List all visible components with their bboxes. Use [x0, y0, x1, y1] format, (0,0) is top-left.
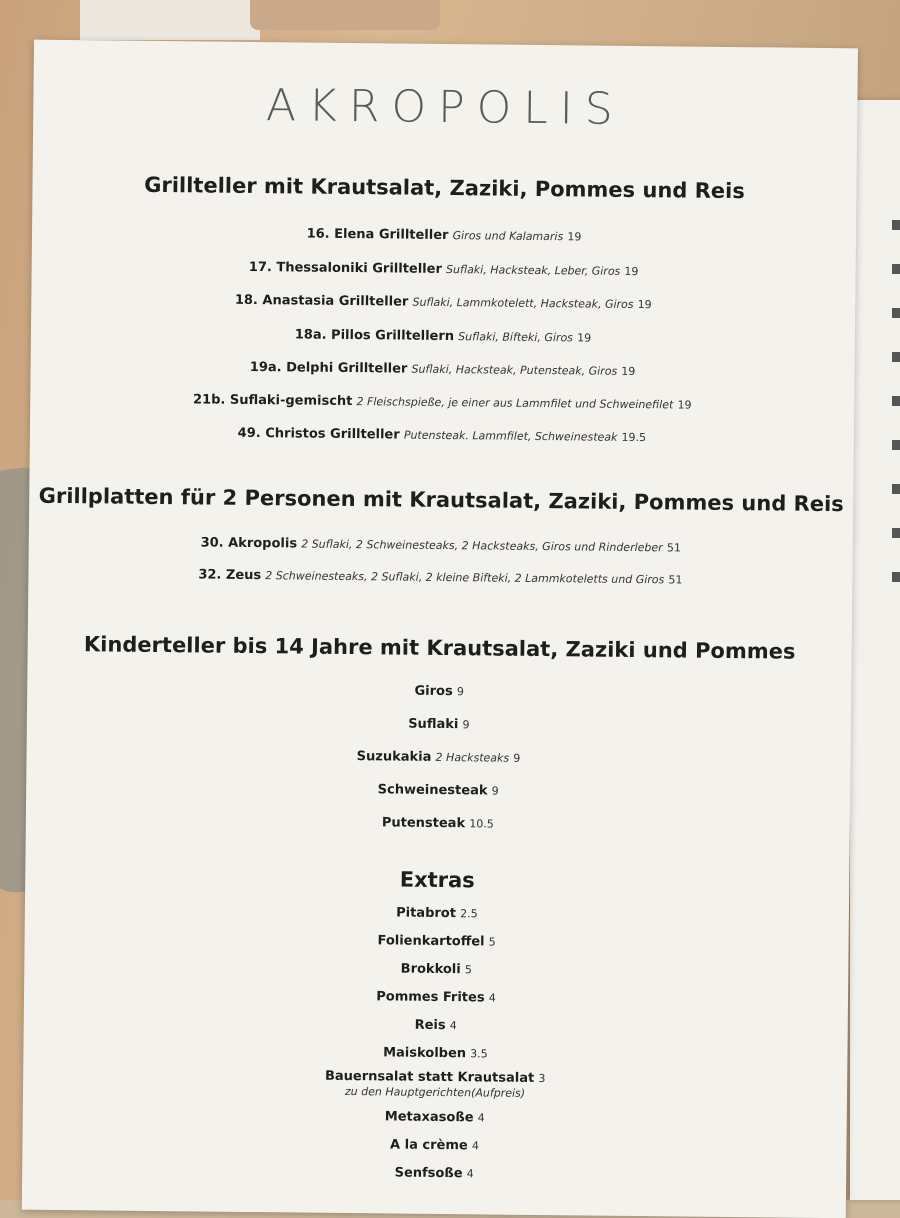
- menu-item: 32. Zeus 2 Schweinesteaks, 2 Suflaki, 2 kleine Bifteki, 2 Lammkoteletts und Giros 51: [198, 567, 683, 587]
- menu-item: Senfsoße 4: [394, 1165, 474, 1182]
- menu-item: Schweinesteak 9: [377, 782, 499, 799]
- menu-item: 18. Anastasia Grillteller Suflaki, Lammkotelett, Hacksteak, Giros 19: [234, 292, 652, 312]
- menu-item: 19a. Delphi Grillteller Suflaki, Hacksteak, Putensteak, Giros 19: [249, 359, 636, 379]
- section-title-grillplatten: Grillplatten für 2 Personen mit Krautsalat, Zaziki, Pommes und Reis: [38, 483, 844, 517]
- menu-page: [22, 40, 858, 1218]
- menu-item: Suzukakia 2 Hacksteaks 9: [356, 749, 521, 765]
- menu-item: Brokkoli 5: [400, 961, 472, 978]
- menu-item: Bauernsalat statt Krautsalat 3: [324, 1068, 546, 1086]
- menu-item: Pommes Frites 4: [376, 989, 496, 1006]
- adjacent-menu-page: [850, 100, 900, 1200]
- menu-item: Metaxasoße 4: [384, 1109, 485, 1126]
- menu-item: 17. Thessaloniki Grillteller Suflaki, Hacksteak, Leber, Giros 19: [248, 259, 639, 279]
- paper-corner: [80, 0, 260, 40]
- menu-item: Maiskolben 3.5: [383, 1045, 488, 1062]
- menu-item: 18a. Pillos Grilltellern Suflaki, Bifteki, Giros 19: [294, 327, 592, 345]
- menu-item: 16. Elena Grillteller Giros und Kalamaris 19: [306, 226, 582, 244]
- menu-item: Reis 4: [414, 1017, 457, 1034]
- menu-item: Folienkartoffel 5: [377, 933, 496, 950]
- menu-item: Suflaki 9: [408, 716, 470, 733]
- menu-item: Pitabrot 2.5: [396, 905, 478, 922]
- menu-item: 21b. Suflaki-gemischt 2 Fleischspieße, je einer aus Lammfilet und Schweinefilet 19: [192, 392, 692, 412]
- menu-item: 49. Christos Grillteller Putensteak. Lammfilet, Schweinesteak 19.5: [237, 425, 647, 445]
- bauernsalat-note: zu den Hauptgerichten(Aufpreis): [344, 1084, 526, 1100]
- akropolis-logo: AKROPOLIS: [265, 80, 625, 135]
- section-title-kinderteller: Kinderteller bis 14 Jahre mit Krautsalat, Zaziki und Pommes: [83, 632, 796, 664]
- section-title-grillteller: Grillteller mit Krautsalat, Zaziki, Pommes und Reis: [144, 172, 745, 204]
- wooden-object: [250, 0, 440, 30]
- menu-item: A la crème 4: [389, 1137, 479, 1154]
- section-title-extras: Extras: [399, 867, 475, 893]
- menu-item: Giros 9: [414, 683, 464, 700]
- menu-item: 30. Akropolis 2 Suflaki, 2 Schweinesteaks, 2 Hacksteaks, Giros und Rinderleber 51: [200, 535, 681, 555]
- menu-item: Putensteak 10.5: [381, 815, 494, 832]
